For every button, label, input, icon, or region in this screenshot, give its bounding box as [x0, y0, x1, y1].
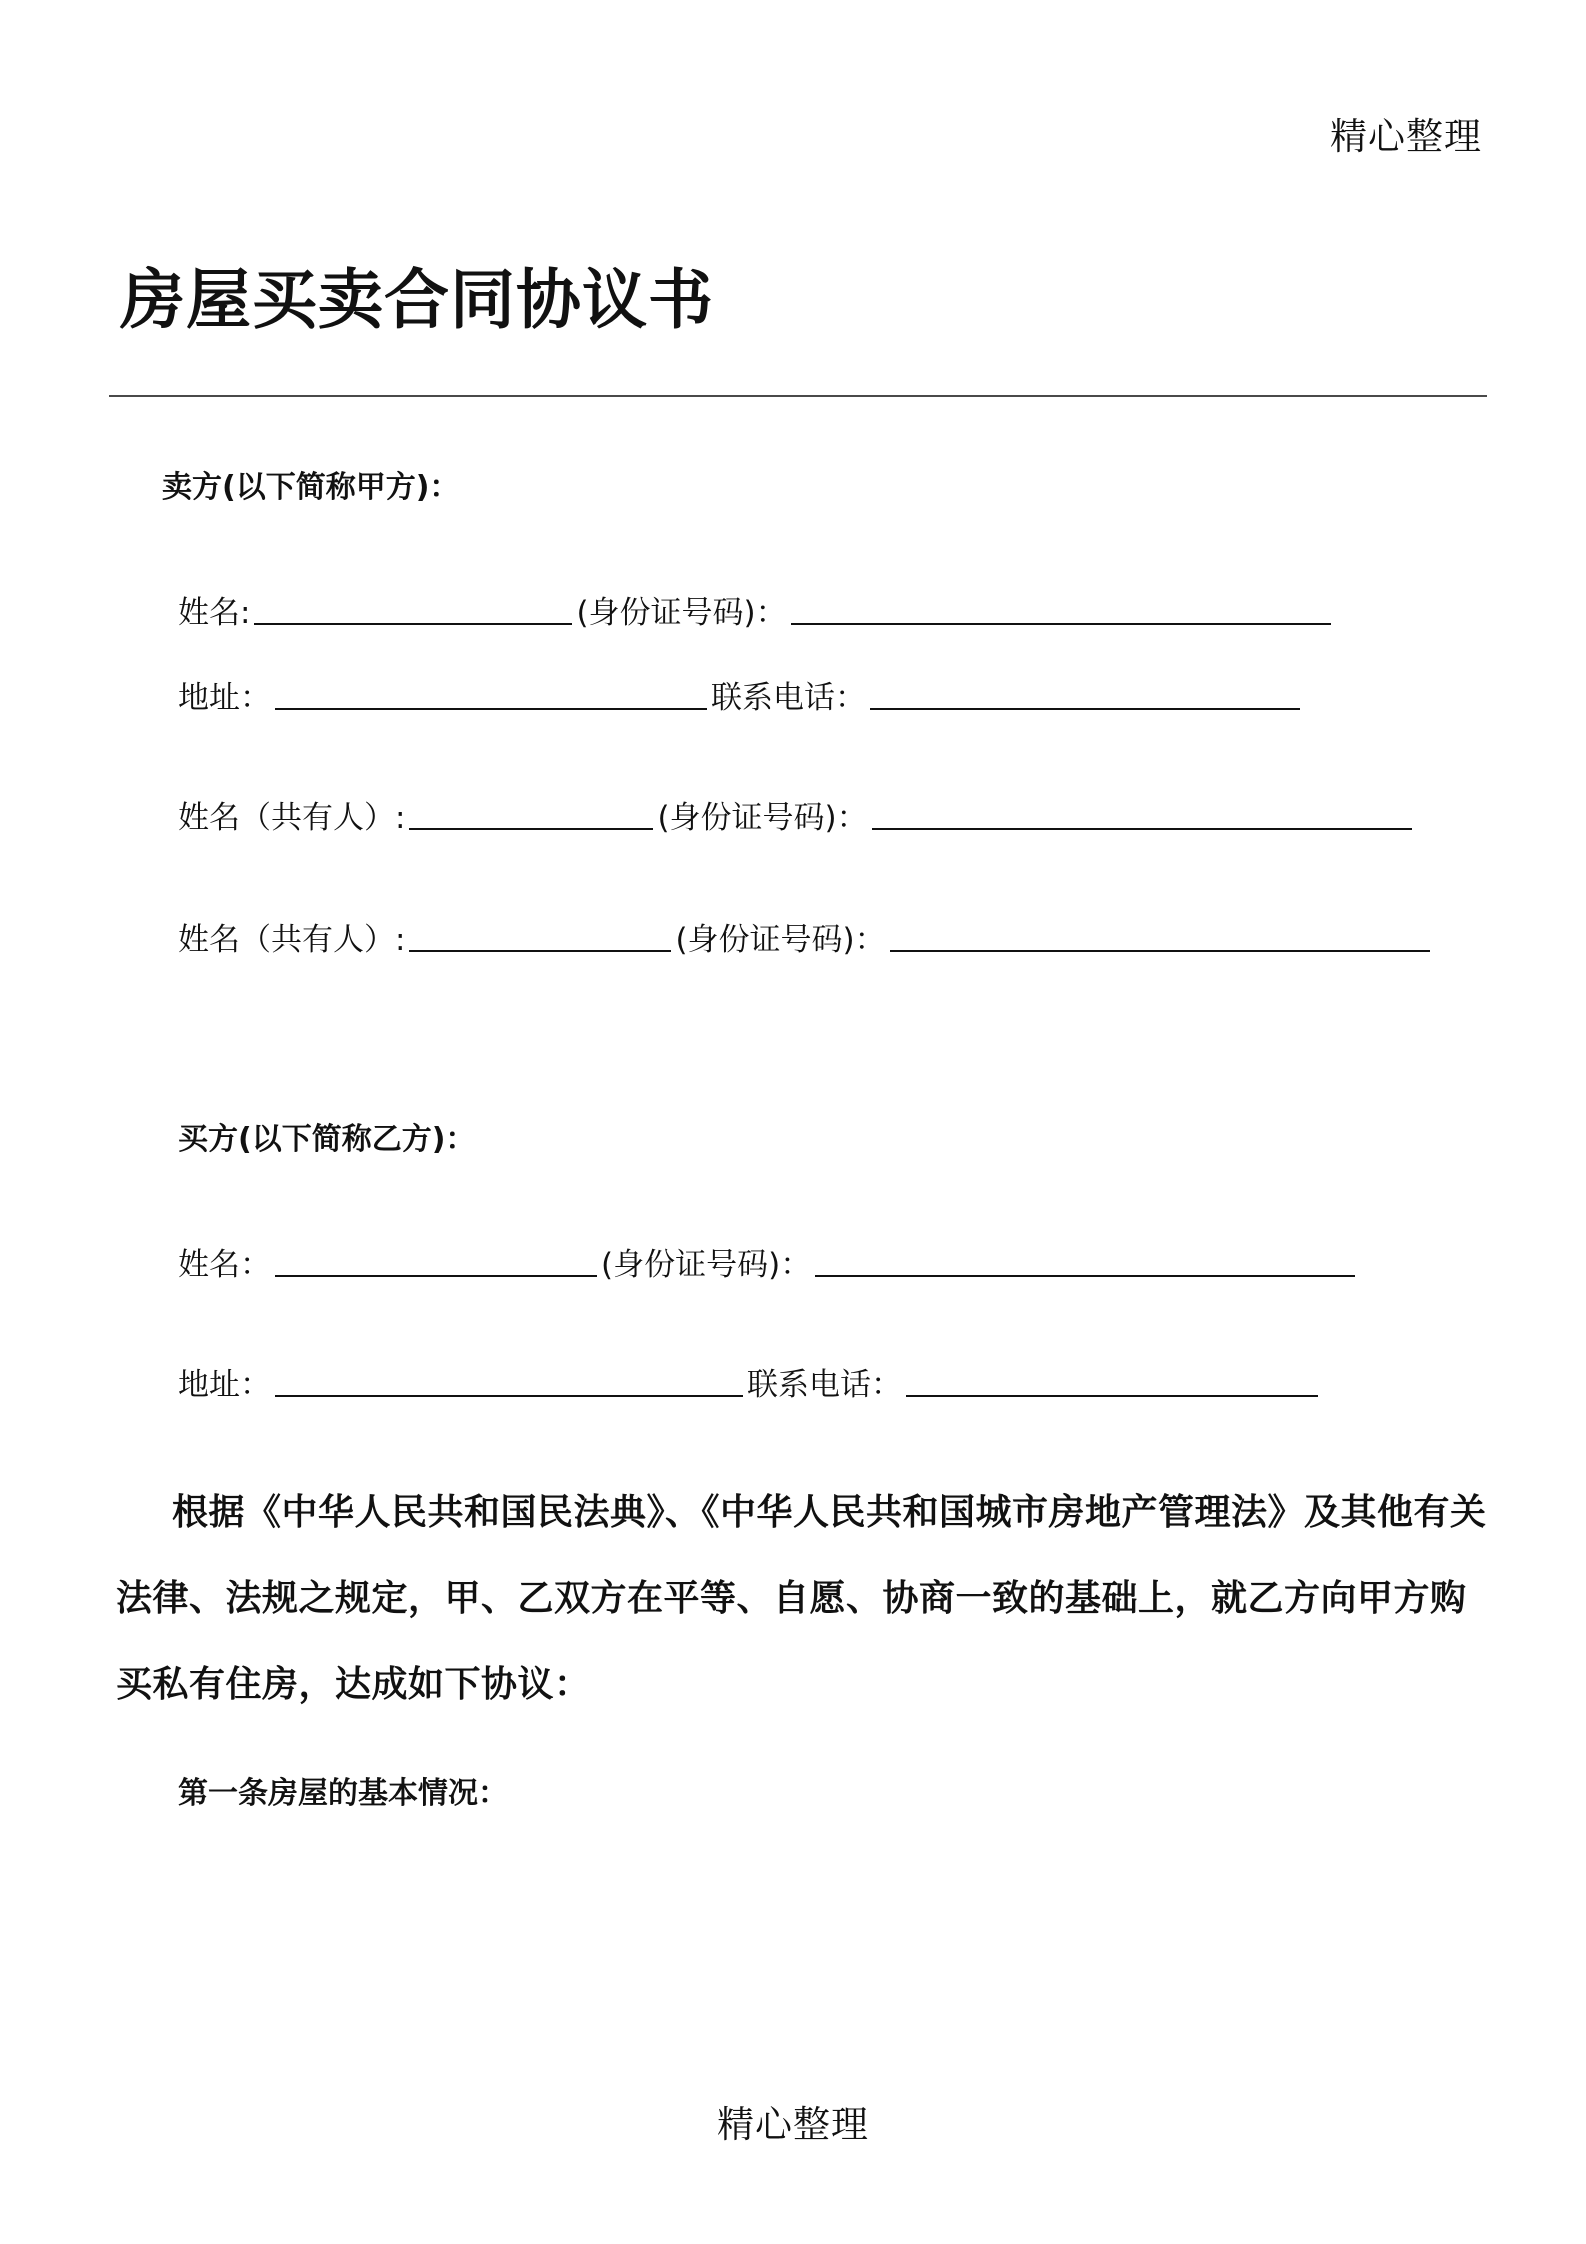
seller-coowner1-row: [178, 800, 1416, 836]
preamble-paragraph: 根据《中华人民共和国民法典》、《中华人民共和国城市房地产管理法》及其他有关法律、法规之规定，甲、乙双方在平等、自愿、协商一致的基础上，就乙方向甲方购买私有住房，达成如下协议：: [116, 1492, 1487, 1705]
seller-coowner2-id-label: (身份证号码)：: [675, 922, 886, 958]
buyer-address-label: 地址：: [178, 1367, 271, 1403]
seller-name-row: [178, 595, 1335, 631]
buyer-name-label: 姓名：: [178, 1247, 271, 1283]
title-divider: [109, 395, 1487, 397]
seller-id-label: (身份证号码)：: [576, 595, 787, 631]
seller-phone-blank[interactable]: [870, 708, 1300, 710]
seller-coowner1-id-label: (身份证号码)：: [657, 800, 868, 836]
seller-phone-label: 联系电话：: [711, 680, 866, 716]
seller-coowner1-name-blank[interactable]: [409, 828, 653, 830]
page-header: 精心整理: [1330, 115, 1482, 158]
seller-address-label: 地址：: [178, 680, 271, 716]
seller-name-label: 姓名:: [178, 595, 251, 631]
article-1-heading: 第一条房屋的基本情况：: [178, 1776, 508, 1811]
buyer-id-blank[interactable]: [815, 1275, 1355, 1277]
buyer-address-blank[interactable]: [275, 1395, 743, 1397]
buyer-name-row: [178, 1247, 1359, 1283]
buyer-heading: 买方(以下简称乙方)：: [178, 1122, 476, 1157]
seller-coowner2-id-blank[interactable]: [890, 950, 1430, 952]
page-footer: 精心整理: [717, 2103, 869, 2146]
seller-coowner1-id-blank[interactable]: [872, 828, 1412, 830]
buyer-phone-blank[interactable]: [906, 1395, 1318, 1397]
buyer-id-label: (身份证号码)：: [601, 1247, 812, 1283]
seller-name-blank[interactable]: [254, 623, 572, 625]
buyer-name-blank[interactable]: [275, 1275, 597, 1277]
seller-coowner2-name-blank[interactable]: [409, 950, 671, 952]
buyer-address-row: [178, 1367, 1322, 1403]
document-title: 房屋买卖合同协议书: [120, 263, 715, 338]
seller-address-blank[interactable]: [275, 708, 707, 710]
seller-heading: 卖方(以下简称甲方)：: [162, 470, 460, 505]
seller-coowner1-name-label: 姓名（共有人）:: [178, 800, 406, 836]
buyer-phone-label: 联系电话：: [747, 1367, 902, 1403]
seller-coowner2-row: [178, 922, 1434, 958]
seller-address-row: [178, 680, 1304, 716]
seller-id-blank[interactable]: [791, 623, 1331, 625]
seller-coowner2-name-label: 姓名（共有人）:: [178, 922, 406, 958]
